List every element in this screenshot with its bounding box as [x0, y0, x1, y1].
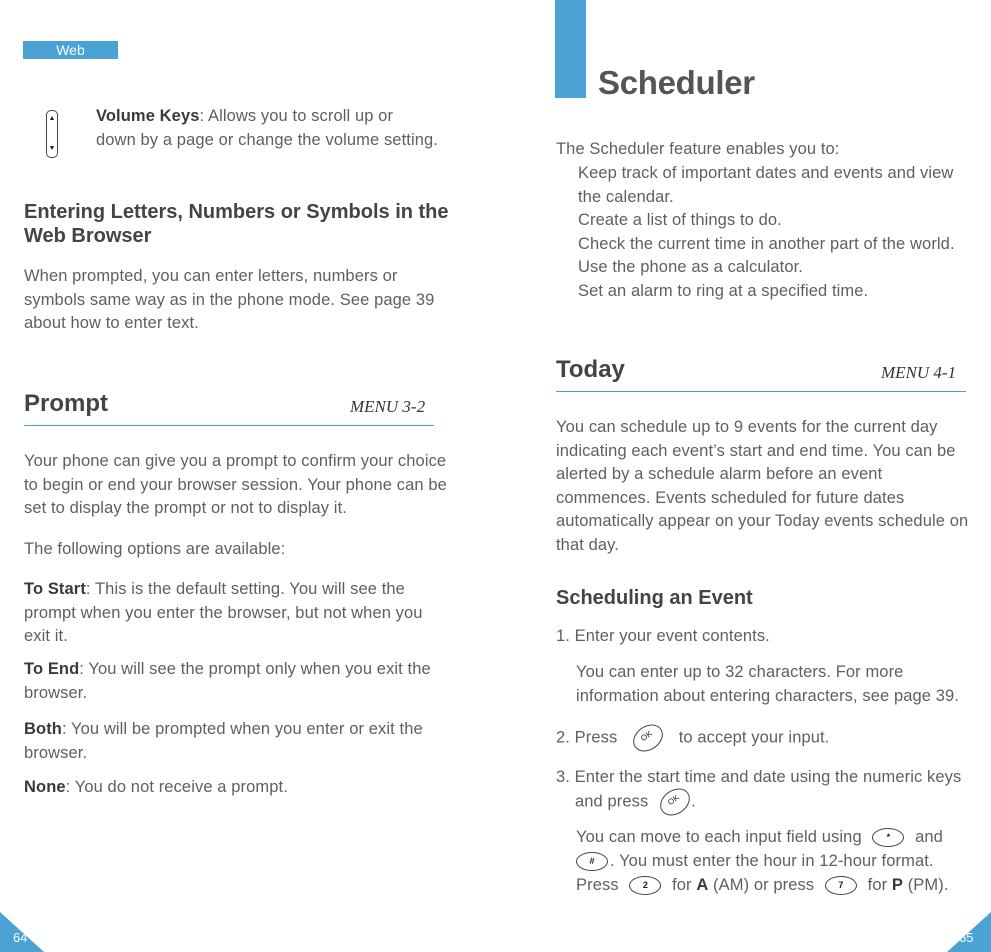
pm-letter: P — [891, 876, 903, 894]
entering-heading — [24, 200, 449, 248]
star-key-icon — [872, 828, 904, 847]
prompt-line: to begin or end your browser session. Your phone can be — [24, 475, 447, 494]
step-3-note-text: (AM) or press — [713, 876, 815, 894]
prompt-line: Your phone can give you a prompt to confirm your choice — [24, 452, 447, 470]
option-none-text: : You do not receive a prompt. — [65, 778, 288, 796]
option-none — [24, 776, 288, 800]
feature-item: Use the phone as a calculator. — [578, 258, 803, 276]
page-number-left: 64 — [13, 930, 28, 945]
step-3-note-line — [576, 849, 949, 873]
today-menu-ref: MENU 4-1 — [881, 363, 957, 382]
option-both — [24, 718, 423, 765]
feature-item: Create a list of things to do. — [578, 211, 782, 229]
option-none-label: None — [24, 778, 66, 796]
seven-key-label: 7 — [838, 880, 844, 891]
ok-key-icon — [628, 719, 668, 757]
feature-item: the calendar. — [578, 187, 674, 206]
hash-key-icon — [576, 852, 608, 871]
today-line: automatically appear on your Today events schedule on — [556, 512, 969, 530]
prompt-heading: Prompt — [24, 390, 108, 417]
ok-key-label: OK — [666, 792, 682, 807]
entering-heading-line-1: Entering Letters, Numbers or Symbols in the — [24, 201, 449, 223]
step-1-note-line: You can enter up to 32 characters. For more — [576, 663, 904, 681]
option-to-end-text: browser. — [24, 683, 88, 702]
option-to-start-text: : This is the default setting. You will see the — [85, 580, 405, 598]
scheduler-intro: The Scheduler feature enables you to: — [556, 140, 840, 158]
scheduling-heading: Scheduling an Event — [556, 587, 753, 609]
step-1-note — [576, 661, 959, 708]
feature-item: Check the current time in another part of the world. — [578, 234, 955, 253]
entering-line: about how to enter text. — [24, 314, 199, 332]
step-3-note-text: Press — [576, 876, 619, 894]
step-1-note-line: information about entering characters, see page 39. — [576, 686, 960, 705]
option-to-start-text: prompt when you enter the browser, but not when you — [24, 603, 423, 622]
step-3-note-text: . You must enter the hour in 12-hour format. — [610, 852, 934, 870]
today-heading: Today — [556, 356, 625, 383]
step-3-note-text: You can move to each input field using — [576, 828, 862, 846]
prompt-paragraph — [24, 450, 447, 521]
hash-key-label: # — [589, 856, 595, 867]
step-3-note-line — [576, 873, 949, 897]
today-line: You can schedule up to 9 events for the current day — [556, 418, 938, 436]
option-to-end-text: : You will see the prompt only when you exit the — [79, 660, 431, 678]
step-2-text: 2. Press — [556, 728, 618, 747]
step-2-text: to accept your input. — [678, 728, 830, 747]
entering-line: When prompted, you can enter letters, numbers or — [24, 267, 398, 285]
two-key-label: 2 — [642, 880, 648, 891]
option-both-label: Both — [24, 720, 62, 738]
step-3-note-text: and — [915, 828, 943, 846]
entering-heading-line-2: Web Browser — [24, 225, 152, 247]
step-3-text: and press — [575, 791, 649, 810]
volume-keys-description — [96, 105, 438, 152]
seven-key-icon — [825, 876, 857, 895]
step-3-note-text: for — [867, 876, 888, 894]
star-key-label: * — [886, 832, 891, 843]
step-3-line — [556, 790, 961, 814]
step-3-note — [576, 825, 949, 897]
option-both-text: browser. — [24, 743, 88, 762]
am-letter: A — [696, 876, 709, 894]
volume-keys-label: Volume Keys — [96, 107, 200, 125]
today-paragraph — [556, 416, 968, 557]
section-tab-web: Web — [23, 41, 118, 59]
page-number-right: 65 — [959, 930, 974, 945]
volume-keys-text-1: : Allows you to scroll up or — [199, 107, 394, 125]
step-3-note-text: for — [672, 876, 692, 894]
entering-line: symbols same way as in the phone mode. See page 39 — [24, 290, 435, 309]
step-3-text: . — [691, 791, 696, 810]
feature-item: Set an alarm to ring at a specified time. — [578, 281, 869, 300]
step-3-note-line — [576, 825, 949, 849]
page-title: Scheduler — [598, 64, 755, 101]
volume-key-icon: ▲ ▼ — [46, 110, 58, 158]
today-rule — [556, 391, 966, 392]
prompt-rule — [24, 425, 434, 426]
prompt-menu-ref: MENU 3-2 — [350, 397, 426, 416]
option-to-start-text: exit it. — [24, 627, 68, 645]
feature-item: Keep track of important dates and events and view — [578, 164, 954, 182]
today-line: alerted by a schedule alarm before an event — [556, 465, 883, 483]
ok-key-label: OK — [639, 728, 654, 744]
today-line: that day. — [556, 535, 619, 554]
options-intro: The following options are available: — [24, 540, 286, 558]
step-3-line: 3. Enter the start time and date using the numeric keys — [556, 768, 962, 786]
step-1: 1. Enter your event contents. — [556, 627, 770, 645]
chapter-bar — [555, 0, 586, 98]
option-to-end-label: To End — [24, 660, 80, 678]
today-line: commences. Events scheduled for future dates — [556, 488, 905, 507]
volume-keys-text-2: down by a page or change the volume setting. — [96, 130, 438, 149]
prompt-line: set to display the prompt or not to display it. — [24, 499, 347, 517]
step-2 — [556, 726, 829, 750]
option-to-start-label: To Start — [24, 580, 86, 598]
today-line: indicating each event’s start and end time. You can be — [556, 441, 956, 460]
entering-paragraph — [24, 265, 434, 336]
option-to-end — [24, 658, 431, 705]
two-key-icon — [629, 876, 661, 895]
option-both-text: : You will be prompted when you enter or exit the — [61, 720, 423, 738]
option-to-start — [24, 578, 423, 649]
step-3-note-text: (PM). — [907, 876, 949, 894]
step-3 — [556, 766, 961, 814]
feature-list — [578, 162, 955, 303]
